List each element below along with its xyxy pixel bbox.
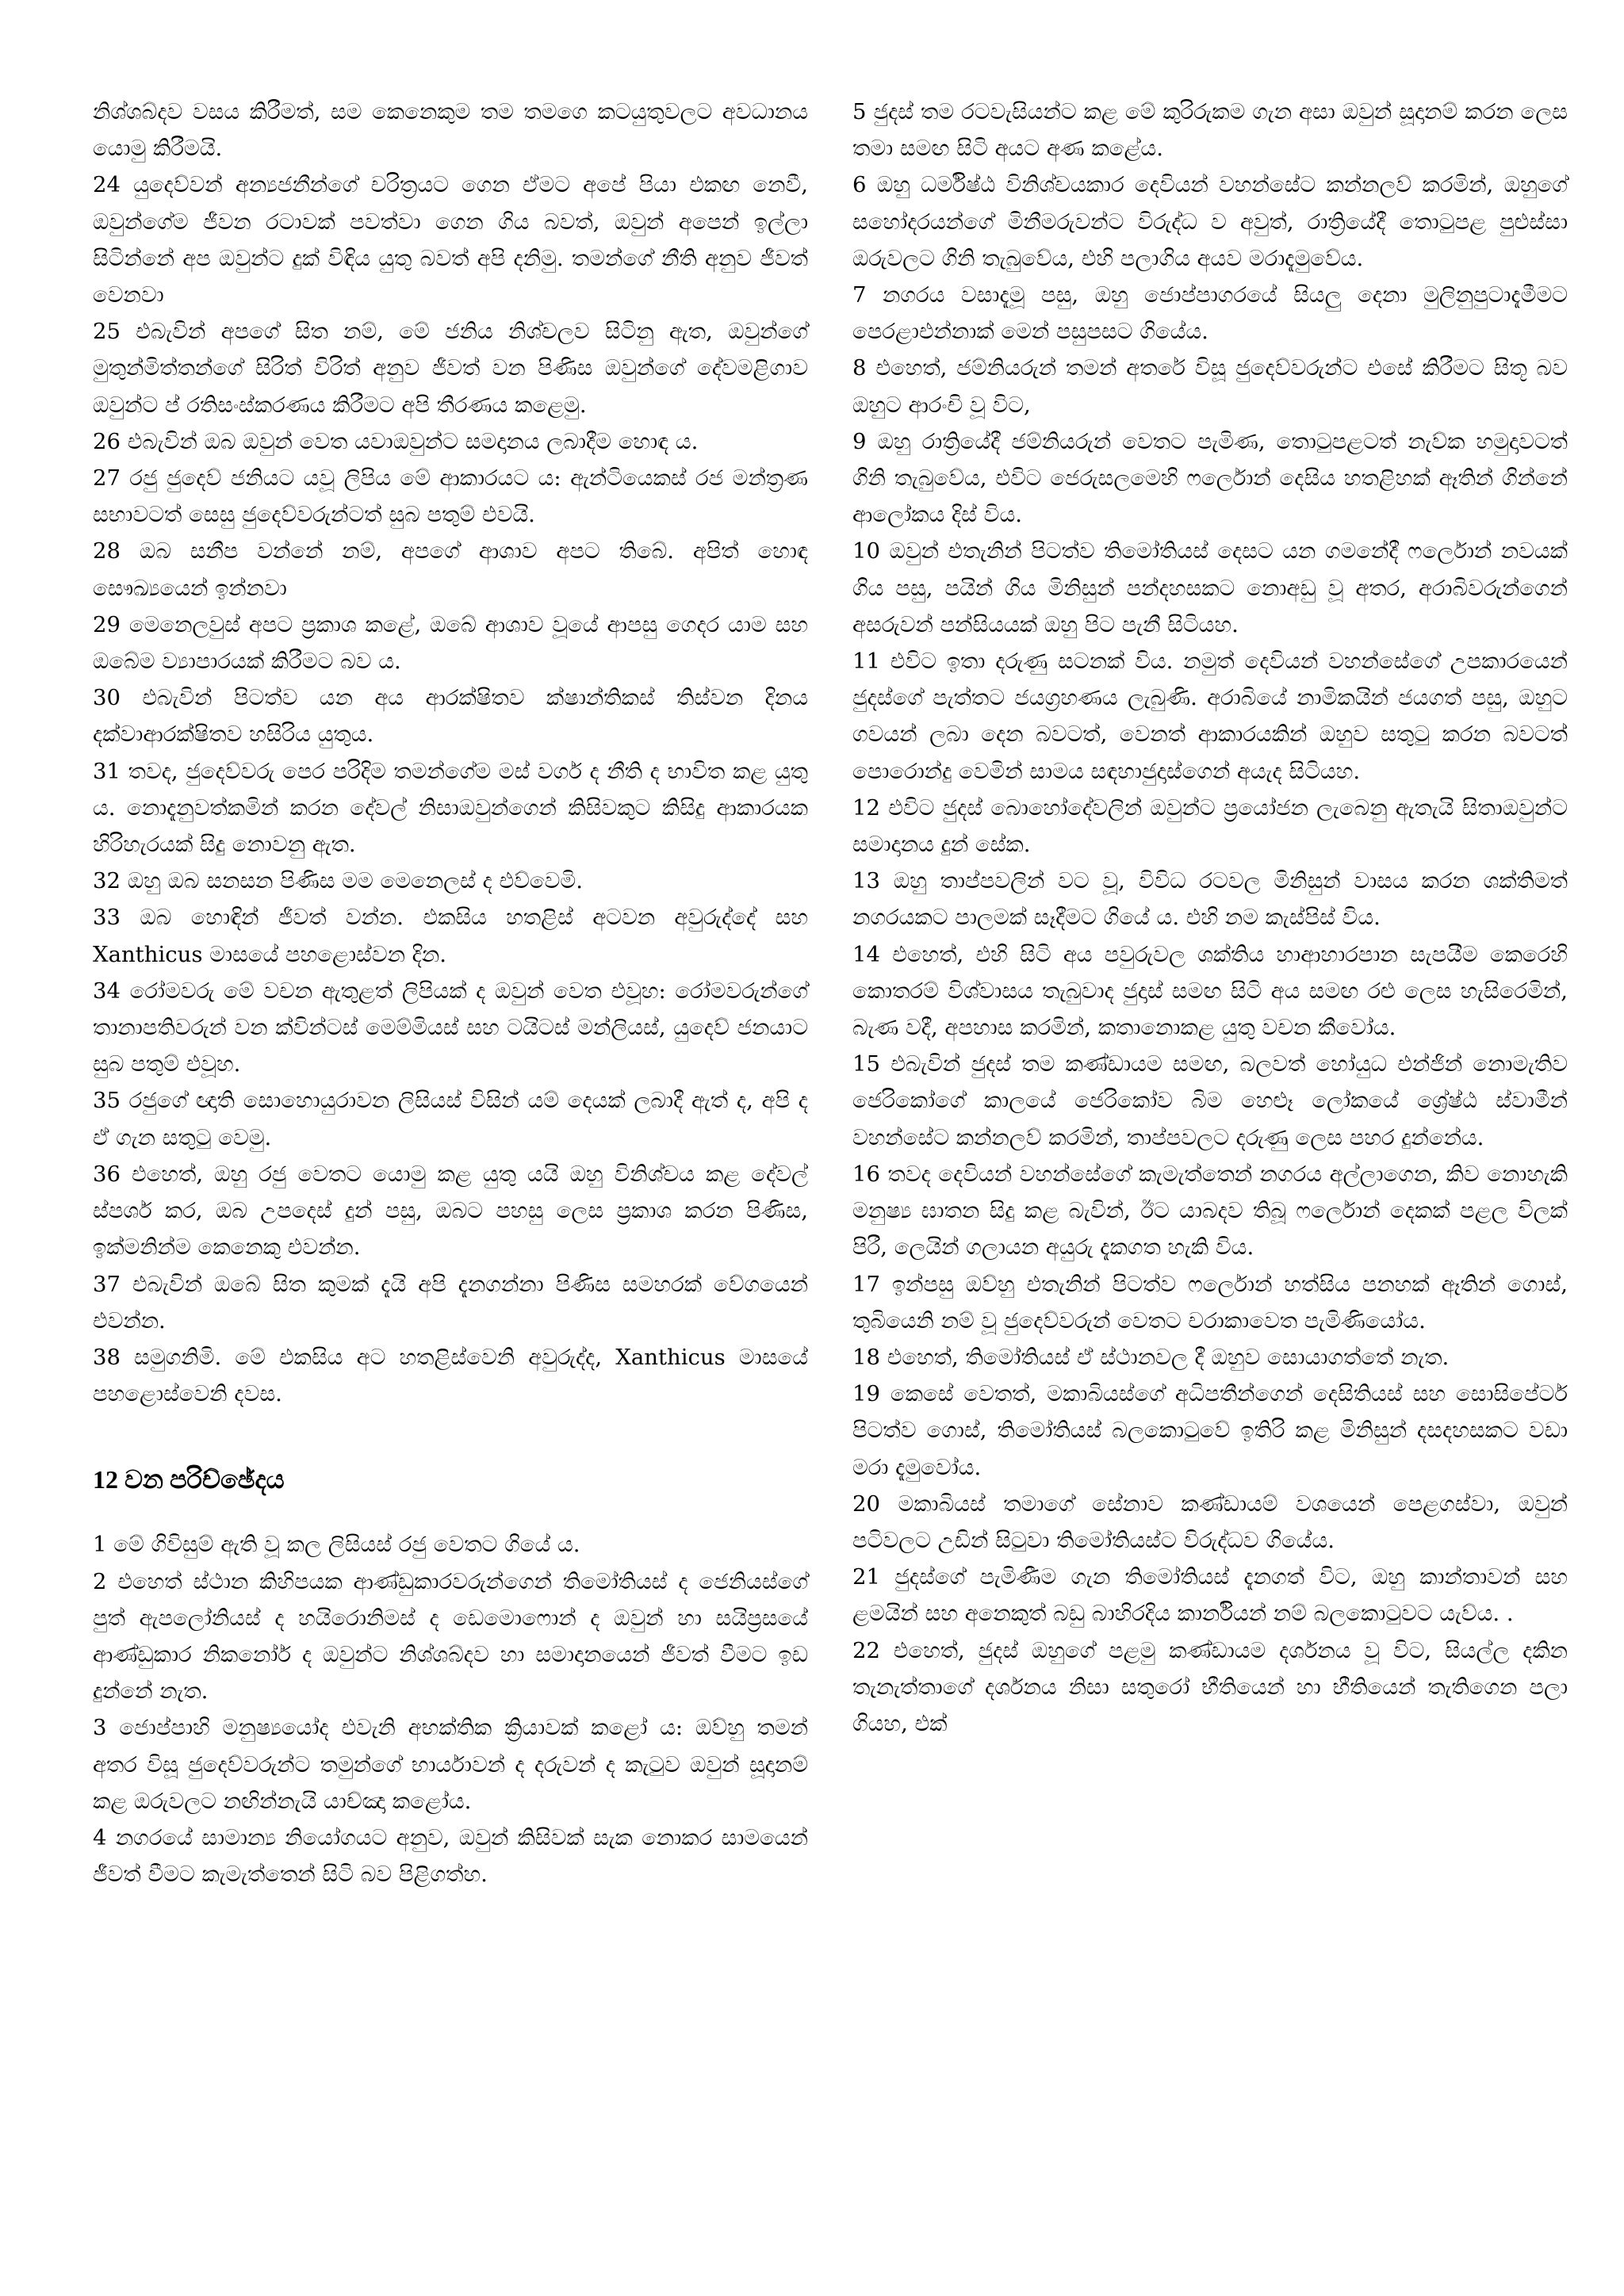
paragraph: 31 තවද, ජුදෙව්වරු පෙර පරිදිම තමන්ගේම මස් වර්ග ද නීති ද භාවිත කළ යුතු ය. නොදැනුවත්කමින් කරන දේවල් නිසාඔවුන්ගෙන් කිසිවකුට කිසිදු ආකාරයක හිරිහැරයක් සිදු නොවනු ඇත. (93, 758, 808, 858)
right-paragraphs (852, 94, 1568, 1742)
chapter-heading: 12 වන පරිච්ඡේදය (93, 1465, 285, 1494)
paragraph: 8 එහෙත්, ජම්නියරුන් තමන් අතරේ විසූ ජුදෙව්වරුන්ට එසේ කිරීමට සිතූ බව ඔහුට ආරංචි වූ විට, (852, 355, 1568, 418)
paragraph: 34 රෝමවරු මේ වචන ඇතුළත් ලිපියක් ද ඔවුන් වෙත එවූහ: රෝමවරුන්ගේ තානාපතිවරුන් වන ක්වින්ටස් මෙම්මියස් සහ ටයිටස් මන්ලියස්, යුදෙව් ජනයාට සුබ පතුම් එවූහ. (93, 978, 808, 1077)
paragraph: 29 මෙනෙලවුස් අපට ප්‍රකාශ කළේ, ඔබේ ආශාව වූයේ ආපසු ගෙදර යාම සහ ඔබේම ව්‍යාපාරයක් කිරීමට බව ය. (93, 611, 808, 675)
paragraph: 13 ඔහු තාප්පවලින් වට වූ, විවිධ රටවල මිනිසුන් වාසය කරන ශක්තිමත් නගරයකට පාලමක් සෑදීමට ගියේ ය. එහි නම කැස්පිස් විය. (852, 868, 1568, 931)
paragraph: 18 එහෙත්, තිමෝතියස් ඒ ස්ථානවල දී ඔහුව සොයාගත්තේ නැත. (852, 1344, 1450, 1370)
paragraph: 30 එබැවින් පිටත්ව යන අය ආරක්ෂිතව ක්ෂාන්තිකස් තිස්වන දිනය දක්වාආරක්ෂිතව හසිරිය යුතුය. (93, 685, 808, 748)
paragraph: 32 ඔහු ඔබ සනසන පිණිස මම මෙනෙලස් ද එව්වෙමි. (93, 868, 583, 894)
paragraph: 38 සමුගනිමි. මේ එකසිය අට හතළිස්වෙනි අවුරුද්ද, Xanthicus මාසයේ පහළොස්වෙනි දවස. (93, 1344, 808, 1407)
paragraph: 5 ජුදස් තම රටවැසියන්ට කළ මේ කුරිරුකම ගැන අසා ඔවුන් සූදානම් කරන ලෙස තමා සමඟ සිටි අයට අණ කළේය. (852, 99, 1568, 162)
paragraph: 15 එබැවින් ජුදස් තම කණ්ඩායම සමඟ, බලවත් හෝයුධ එන්ජින් නොමැතිව ජෙරිකෝගේ කාලයේ ජෙරිකෝව බිම හෙළූ ලෝකයේ ශ්‍රේෂ්ඨ ස්වාමීන් වහන්සේට කන්නලව් කරමින්, තාප්පවලට දරුණු ලෙස පහර දුන්නේය. (852, 1051, 1568, 1150)
paragraph: 36 එහෙත්, ඔහු රජු වෙතට යොමු කළ යුතු යයි ඔහු විනිශ්චය කළ දේවල් ස්පර්ශ කර, ඔබ උපදෙස් දුන් පසු, ඔබට පහසු ලෙස ප්‍රකාශ කරන පිණිස, ඉක්මනින්ම කෙනෙකු එවන්න. (93, 1161, 808, 1261)
paragraph: 26 එබැවින් ඔබ ඔවුන් වෙත යවාඔවුන්ට සමදානය ලබාදීම හොඳ ය. (93, 428, 699, 454)
right-column (852, 94, 1568, 1742)
paragraph: 27 රජු ජුදෙව් ජනියට යවූ ලිපිය මේ ආකාරයට ය: ඇන්ටියෙකස් රජ මන්ත්‍රණ සභාවටත් සෙසු ජුදෙව්වරුන්ටත් සුබ පතුම් එවයි. (93, 465, 808, 528)
paragraph: 11 එවිට ඉතා දරුණු සටනක් විය. නමුත් දෙවියන් වහන්සේගේ උපකාරයෙන් ජුදස්ගේ පැත්තට ජයග්‍රහණය ලැබුණි. අරාබියේ නාමිකයින් ජයගත් පසු, ඔහුට ගවයන් ලබා දෙන බවටත්, වෙනත් ආකාරයකින් ඔහුව සතුටු කරන බවටත් පොරොන්දු වෙමින් සාමය සඳහාජුදාස්ගෙන් අයැද සිටියහ. (852, 649, 1568, 784)
paragraph: 6 ඔහු ධර්මිෂ්ඨ විනිශ්චයකාර දෙවියන් වහන්සේට කන්නලව් කරමින්, ඔහුගේ සහෝදරයන්ගේ මිනීමරුවන්ට විරුද්ධ ව අවුත්, රාත්‍රියේදී තොටුපළ පුළුස්සා ඔරුවලට ගිනි තැබුවේය, එහි පලාගිය අයව මරාදැමුවේය. (852, 172, 1568, 271)
paragraph: 1 මේ ගිවිසුම් ඇති වූ කල ලිසියස් රජු වෙතට ගියේ ය. (93, 1532, 580, 1558)
paragraph: 9 ඔහු රාත්‍රියේදී ජම්නියරුන් වෙතට පැමිණ, තොටුපළටත් නැව්ක හමුදාවටත් ගිනි තැබුවේය, එවිට ජෙරුසලමෙහි ෆර්ලොන් දෙසිය හතළිහක් ඈතින් ගින්නේ ආලෝකය දිස් විය. (852, 428, 1568, 528)
paragraph: 24 යුදෙව්වන් අන්‍යජනීන්ගේ චරිත්‍රයට ගෙන ඒමට අපේ පියා එකඟ නෙවී, ඔවුන්ගේම ජීවන රටාවක් පවත්වා ගෙන ගිය බවත්, ඔවුන් අපෙන් ඉල්ලා සිටින්නේ අප ඔවුන්ට දුක් විඳිය යුතු බවත් අපි දනිමු. තමන්ගේ නීති අනුව ජීවත් වෙනවා (93, 172, 808, 308)
paragraph: 28 ඔබ සනීප වන්නේ නම්, අපගේ ආශාව අපට තිබේ. අපිත් හොඳ සෞඛ්‍යයෙන් ඉන්නවා (93, 538, 808, 601)
paragraph: 19 කෙසේ වෙතත්, මකාබියස්ගේ අධිපතීන්ගෙන් දෙසිතියස් සහ සොසිපේටර් පිටත්ව ගොස්, තිමෝතියස් බලකොටුවේ ඉතිරි කළ මිනිසුන් දසදහසකට වඩා මරා දැමුවෝය. (852, 1381, 1568, 1480)
paragraph: 17 ඉන්පසු ඔව්හු එතැනින් පිටත්ව ෆර්ලොන් හත්සිය පනහක් ඈතින් ගොස්, තුබියෙනි නම් වූ ජුදෙව්වරුන් වෙතට චරාකාවෙත පැමිණියෝය. (852, 1271, 1568, 1334)
left-paragraphs-part-2 (93, 1526, 808, 1892)
paragraph: 7 නගරය වසාදැමූ පසු, ඔහු ජොප්පාගරයේ සියලු දෙනා මුලිනුපුටාදැමීමට පෙරළාඑන්නාක් මෙන් පසුපසට ගියේය. (852, 282, 1568, 345)
paragraph: 4 නගරයේ සාමාන්‍ය නියෝගයට අනුව, ඔවුන් කිසිවක් සැක නොකර සාමයෙන් ජීවත් වීමට කැමැත්තෙන් සිටි බව පිළිගත්හ. (93, 1824, 808, 1888)
paragraph: 10 ඔවුන් එතැනින් පිටත්ව තිමෝතියස් දෙසට යන ගමනේදී ෆර්ලොන් නවයක් ගිය පසු, පයින් ගිය මිනිසුන් පන්දහසකට නොඅඩු වූ අතර, අරාබිවරුන්ගෙන් අසරුවන් පන්සියයක් ඔහු පිට පැනී සිටියහ. (852, 538, 1568, 637)
paragraph: 3 ජොප්පාහි මනුෂ්‍යයෝද එවැනි අභක්තික ක්‍රියාවක් කළෝ ය: ඔව්හු තමන් අතර විසූ ජුදෙව්වරුන්ට තමුන්ගේ භාර්යාවන් ද දරුවන් ද කැටුව ඔවුන් සූදානම් කළ ඔරුවලට නඟින්නැයි යාච්ඤා කළෝය. (93, 1715, 808, 1814)
paragraph: 2 එහෙත් ස්ථාන කිහිපයක ආණ්ඩුකාරවරුන්ගෙන් තිමෝතියස් ද ජෙනියස්ගේ පුත් ඇපලෝනියස් ද හයිරොනිමස් ද ඩෙමොෆොන් ද ඔවුන් හා සයිප්‍රසයේ ආණ්ඩුකාර නිකනෝර් ද ඔවුන්ට නිශ්ශබ්දව හා සමාදානයෙන් ජීවත් වීමට ඉඩ දුන්නේ නැත. (93, 1568, 808, 1705)
paragraph: 37 එබැවින් ඔබේ සිත කුමක් දැයි අපි දැනගන්නා පිණිස සමහරක් වේගයෙන් එවන්න. (93, 1271, 808, 1334)
left-column (93, 94, 808, 1892)
paragraph: 20 මකාබියස් තමාගේ සේනාව කණ්ඩායම් වශයෙන් පෙළගස්වා, ඔවුන් පටිවලට උඩින් සිටුවා තිමෝතියස්ට විරුද්ධව ගියේය. (852, 1490, 1568, 1553)
paragraph: නිශ්ශබ්දව වසය කිරීමත්, සම කෙනෙකුම තම තමගෙ කටයුතුවලට අවධානය යොමු කිරීමයි. (93, 99, 808, 162)
paragraph: 25 එබැවින් අපගේ සිත නම්, මේ ජනිය නිශ්චලව සිටිනු ඇත, ඔවුන්ගේ මුතුන්මිත්තන්ගේ සිරිත් විරිත් අනුව ජීවත් වන පිණිස ඔවුන්ගේ දේවමළිගාව ඔවුන්ට ප් රතිසංස්කරණය කිරීමට අපි තීරණය කළෙමු. (93, 319, 808, 418)
paragraph: 22 එහෙත්, ජුදස් ඔහුගේ පළමු කණ්ඩායම දර්ශනය වූ විට, සියල්ල දකින තැනැත්තාගේ දර්ශනය නිසා සතුරෝ භීතියෙන් හා භීතියෙන් තැතිගෙන පලා ගියහ, එක් (852, 1637, 1568, 1736)
left-paragraphs-part-1 (93, 94, 808, 1412)
paragraph: 14 එහෙත්, එහි සිටි අය පවුරුවල ශක්තිය හාආහාරපාන සැපයීම කෙරෙහි කොතරම් විශ්වාසය තැබුවාද ජුදාස් සමඟ සිටි අය සමඟ රළු ලෙස හැසිරෙමින්, බැණ වදී, අපහාස කරමින්, කතානොකළ යුතු වචන කීවෝය. (852, 941, 1568, 1041)
paragraph: 12 එවිට ජුදස් බොහෝදේවලින් ඔවුන්ට ප්‍රයෝජන ලැබෙනු ඇතැයි සිතාඔවුන්ට සමාදානය දුන් සේක. (852, 794, 1568, 858)
paragraph: 21 ජුදස්ගේ පැමිණීම ගැන තිමෝතියස් දැනගත් විට, ඔහු කාන්තාවන් සහ ළමයින් සහ අනෙකුත් බඩු බාහිරදිය කාර්නියන් නම් බලකොටුවට යැව්ය. . (852, 1564, 1568, 1627)
paragraph: 33 ඔබ හොඳින් ජීවත් වන්න. එකසිය හතළිස් අටවන අවුරුද්දේ සහ Xanthicus මාසයේ පහළොස්වන දින. (93, 905, 808, 967)
paragraph: 16 තවද දෙවියන් වහන්සේගේ කැමැත්තෙන් නගරය අල්ලාගෙන, කිව නොහැකි මනුෂ්‍ය ඝාතන සිදු කළ බැවින්, ඊට යාබදව තිබූ ෆර්ලොන් දෙකක් පළල විලක් පිරී, ලෙයින් ගලායන අයුරු දැකගත හැකි විය. (852, 1161, 1568, 1261)
paragraph: 35 රජුගේ ඥාති සොහොයුරාවන ලිසියස් විසින් යම් දෙයක් ලබාදී ඇත් ද, අපි ද ඒ ගැන සතුටු වෙමු. (93, 1088, 808, 1150)
